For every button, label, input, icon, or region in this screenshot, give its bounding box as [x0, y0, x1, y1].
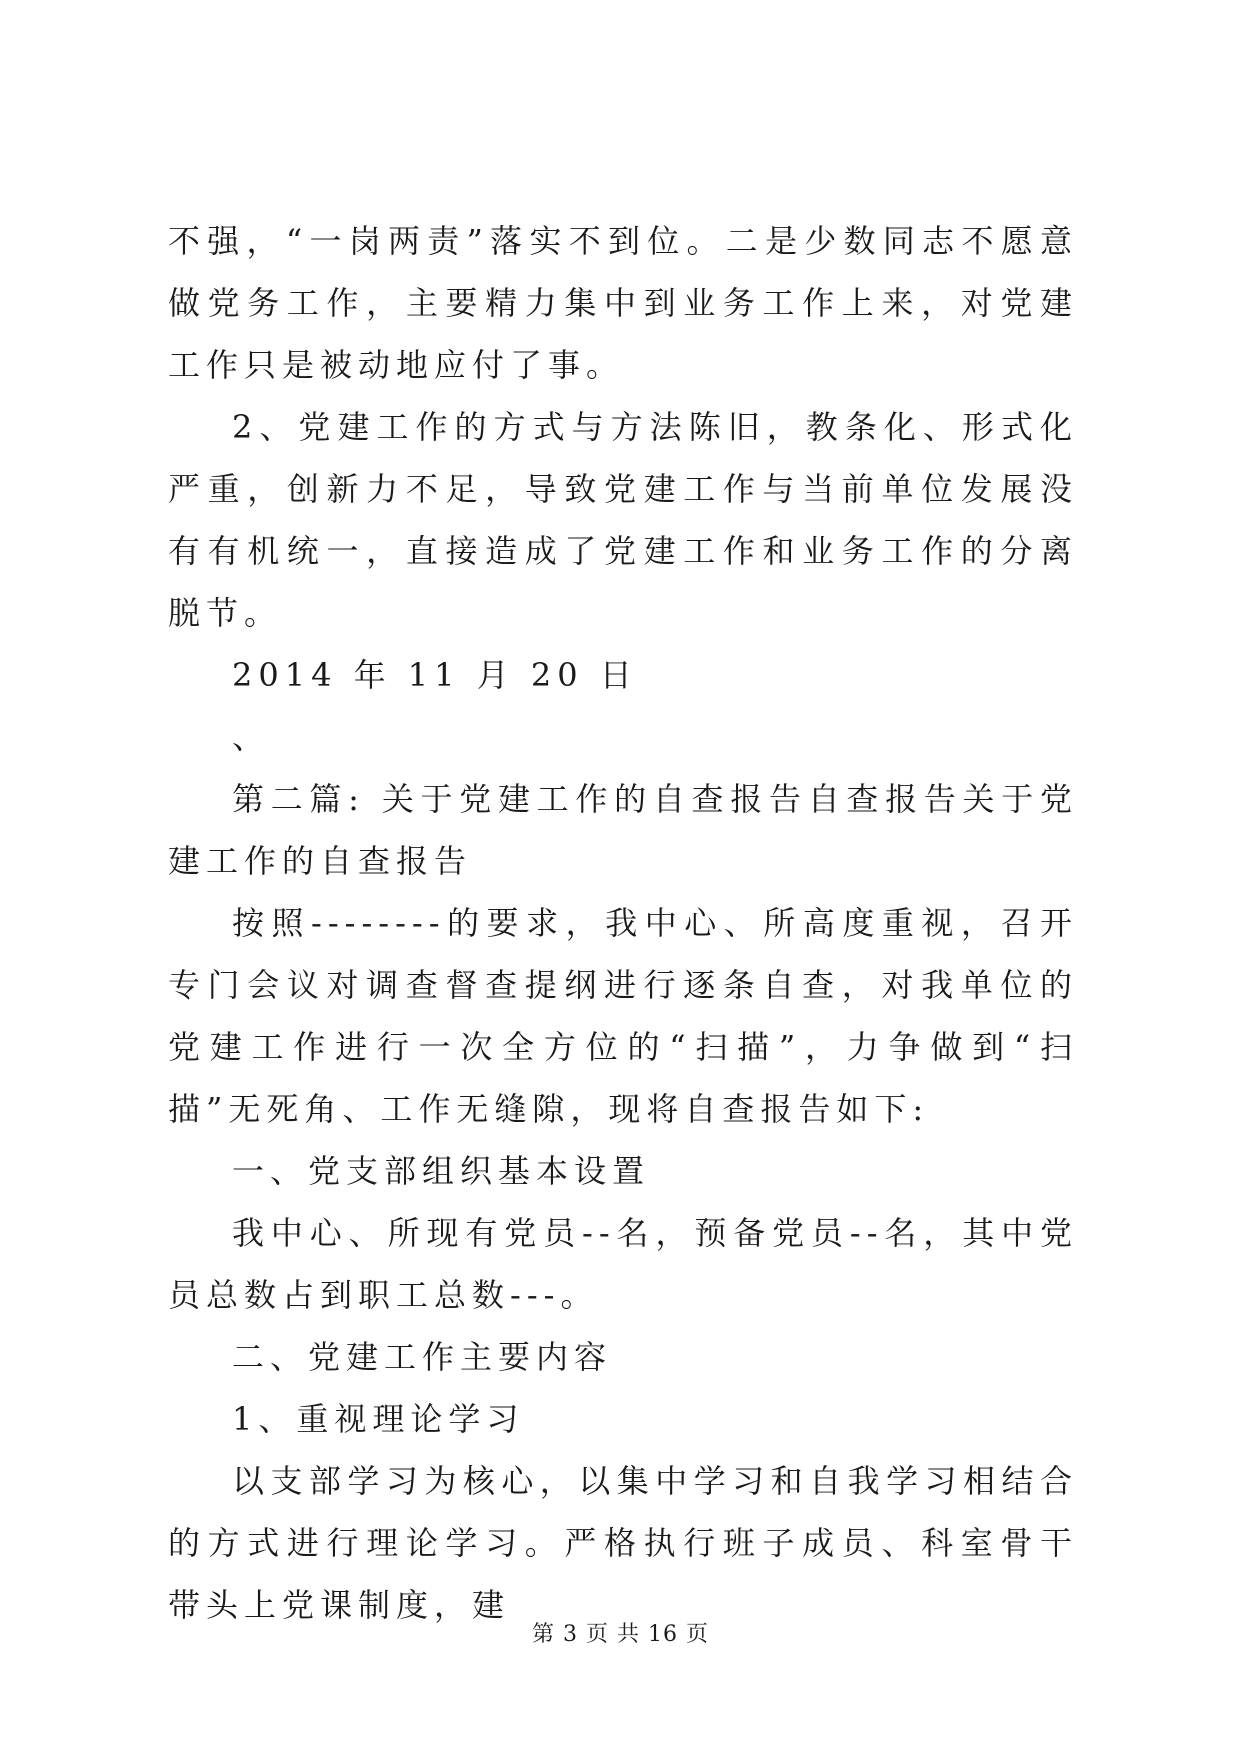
- heading-2: 二、党建工作主要内容: [232, 1338, 613, 1376]
- paragraph-members: 我中心、所现有党员--名，预备党员--名，其中党员总数占到职工总数---。: [168, 1214, 1078, 1314]
- paragraph-continuation: 不强，“一岗两责”落实不到位。二是少数同志不愿意做党务工作，主要精力集中到业务工作上来，对党建工作只是被动地应付了事。: [168, 222, 1078, 384]
- paragraph-study: 以支部学习为核心，以集中学习和自我学习相结合的方式进行理论学习。严格执行班子成员、科室骨干带头上党课制度，建: [168, 1462, 1078, 1624]
- page-footer: 第 3 页 共 16 页: [532, 1622, 709, 1647]
- heading-1: 一、党支部组织基本设置: [232, 1152, 651, 1190]
- date-line: 2014 年 11 月 20 日: [232, 656, 638, 694]
- paragraph-point-2: 2、党建工作的方式与方法陈旧，教条化、形式化严重，创新力不足，导致党建工作与当前单位发展没有有机统一，直接造成了党建工作和业务工作的分离脱节。: [168, 408, 1078, 632]
- document-body: [168, 210, 1078, 1636]
- subheading-1: 1、重视理论学习: [232, 1400, 525, 1438]
- section-title: 第二篇: 关于党建工作的自查报告自查报告关于党建工作的自查报告: [168, 780, 1078, 880]
- paragraph-intro: 按照--------的要求，我中心、所高度重视，召开专门会议对调查督查提纲进行逐条自查，对我单位的党建工作进行一次全方位的“扫描”，力争做到“扫描”无死角、工作无缝隙，现将自查报告如下:: [168, 904, 1078, 1128]
- stray-mark: 、: [232, 718, 271, 756]
